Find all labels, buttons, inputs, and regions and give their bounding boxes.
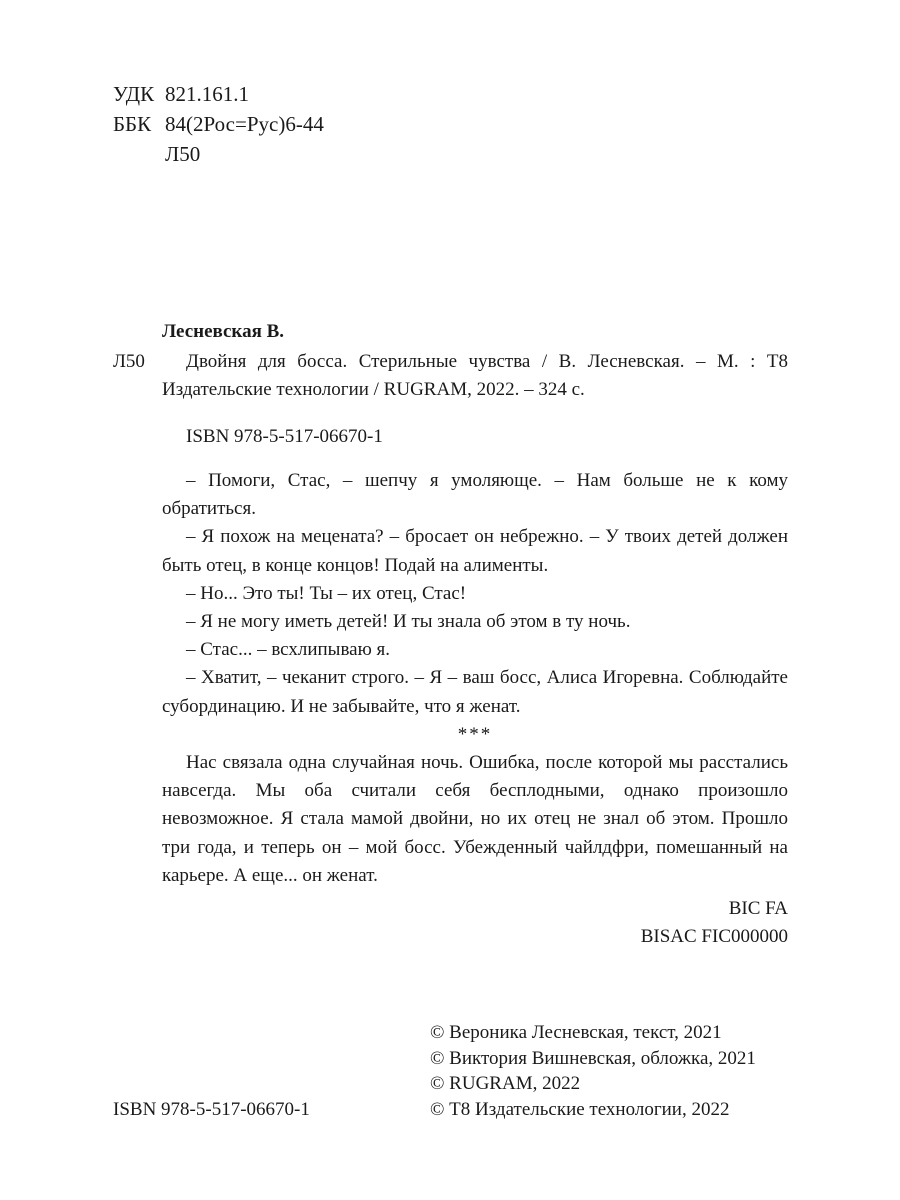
copyright-line: © Виктория Вишневская, обложка, 2021 [430, 1047, 756, 1069]
footer-isbn: ISBN 978-5-517-06670-1 [113, 1099, 310, 1120]
dialogue-line: – Помоги, Стас, – шепчу я умоляюще. – Нам больше не к кому обратиться. [162, 470, 788, 520]
udk-value: 821.161.1 [165, 82, 249, 106]
blurb: Нас связала одна случайная ночь. Ошибка, после которой мы расстались навсегда. Мы оба считали себя бесплодными, однако произошло невозможное. Я стала мамой двойни, но их отец не знал об этом. Прошло три года, и теперь он – мой босс. Убежденный чайлдфри, помешанный на карьере. А еще... он женат. [162, 752, 788, 886]
dialogue-line: – Я не могу иметь детей! И ты знала об этом в ту ночь. [186, 611, 631, 633]
copyright-line: © Вероника Лесневская, текст, 2021 [430, 1022, 722, 1043]
subject-codes [641, 895, 788, 951]
copyright-line: © Т8 Издательские технологии, 2022 [430, 1098, 730, 1120]
bib-isbn: ISBN 978-5-517-06670-1 [186, 426, 383, 447]
dialogue-line: – Стас... – всхлипываю я. [186, 639, 391, 661]
author-code-row [113, 139, 324, 169]
bib-author-code: Л50 [113, 351, 145, 372]
udk-row [113, 79, 324, 109]
bbk-label: ББК [113, 112, 152, 136]
udk-label: УДК [113, 82, 155, 106]
annotation [162, 467, 788, 890]
bbk-value: 84(2Рос=Рус)6-44 [165, 112, 324, 136]
author-code: Л50 [165, 142, 201, 166]
bic-code: BIC FA [728, 898, 788, 919]
bib-description: Двойня для босса. Стерильные чувства / В. Лесневская. – М. : Т8 Издательские технологии / RUGRAM, 2022. – 324 с. [162, 351, 788, 400]
copyright-line: © RUGRAM, 2022 [430, 1073, 581, 1094]
dialogue-line: – Я похож на мецената? – бросает он небрежно. – У твоих детей должен быть отец, в конце концов! Подай на алименты. [162, 526, 788, 576]
copyright-block [430, 1020, 756, 1122]
bib-author: Лесневская В. [162, 321, 285, 342]
bbk-row [113, 109, 324, 139]
classification-codes [113, 79, 324, 169]
section-separator: *** [457, 723, 493, 745]
dialogue-line: – Но... Это ты! Ты – их отец, Стас! [186, 582, 467, 604]
dialogue-line: – Хватит, – чеканит строго. – Я – ваш босс, Алиса Игоревна. Соблюдайте субординацию. И не забывайте, что я женат. [162, 667, 788, 717]
bisac-code: BISAC FIC000000 [640, 926, 788, 947]
